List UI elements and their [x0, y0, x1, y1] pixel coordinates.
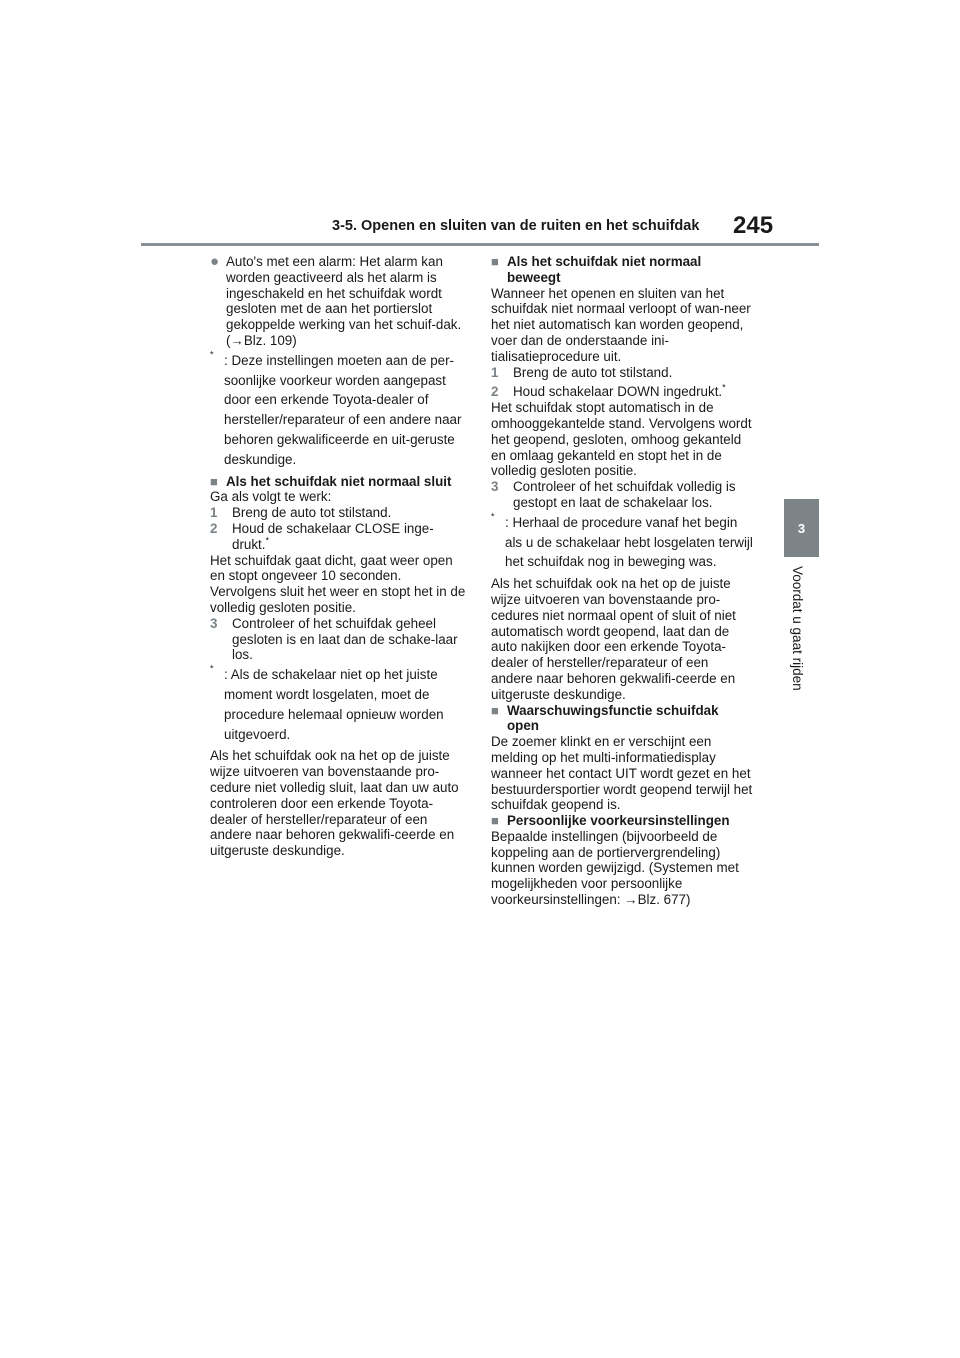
chapter-label: Voordat u gaat rijden [790, 566, 805, 691]
asterisk-icon: * [210, 663, 214, 674]
section-heading [491, 703, 753, 735]
footnote-text: : Deze instellingen moeten aan de per-soonlijke voorkeur worden aangepast door een erkende Toyota-dealer of hersteller/reparateur of een andere naar behoren gekwalificeerde en uit-geruste deskundige. [224, 352, 462, 467]
header-divider [141, 243, 819, 246]
step-2 [210, 521, 470, 553]
step-number: 1 [491, 364, 499, 380]
right-column [491, 254, 753, 908]
heading-text: Als het schuifdak niet normaal sluit [226, 473, 452, 489]
step-number: 1 [210, 505, 218, 521]
intro-text: Wanneer het openen en sluiten van het schuifdak niet normaal verloopt of wan-neer het niet automatisch kan worden geopend, voer dan de onderstaande ini-tialisatieprocedure uit. [491, 285, 751, 364]
footnote [210, 665, 470, 744]
step-number: 2 [210, 520, 218, 536]
asterisk-icon: * [265, 535, 270, 546]
step-text: Houd de schakelaar CLOSE inge-drukt. [232, 520, 434, 552]
heading-text: Waarschuwingsfunctie schuifdak open [507, 702, 719, 734]
bullet-icon: ● [210, 253, 220, 270]
square-icon: ■ [210, 473, 218, 489]
paragraph: Bepaalde instellingen (bijvoorbeeld de koppeling aan de portiervergrendeling) kunnen worden gewijzigd. (Systemen met mogelijkheden voor persoonlijke voorkeursinstellingen: →Blz. 677) [491, 828, 739, 908]
paragraph: De zoemer klinkt en er verschijnt een melding op het multi-informatiedisplay wanneer het contact UIT wordt gezet en het bestuurdersportier wordt geopend terwijl het schuifdak geopend is. [491, 734, 753, 813]
section-heading [210, 474, 470, 490]
step-number: 2 [491, 384, 499, 400]
square-icon: ■ [491, 702, 499, 718]
page-number: 245 [733, 212, 774, 239]
paragraph: Het schuifdak stopt automatisch in de omhooggekantelde stand. Vervolgens wordt het geopend, gesloten, omhoog gekanteld en omlaag gekanteld en stopt het in de volledig gesloten positie. [491, 400, 752, 479]
step-text: Breng de auto tot stilstand. [513, 364, 673, 380]
heading-text: Als het schuifdak niet normaal beweegt [507, 254, 702, 285]
asterisk-icon: * [210, 349, 214, 360]
bullet-text: Auto's met een alarm: Het alarm kan worden geactiveerd als het alarm is ingeschakeld en het schuifdak wordt gesloten met de aan het portierslot gekoppelde werking van het schuif-dak. (→Blz. 109) [226, 254, 462, 348]
footnote-text: : Herhaal de procedure vanaf het begin als u de schakelaar hebt losgelaten terwijl het schuifdak nog in beweging was. [505, 514, 753, 570]
step-number: 3 [491, 479, 499, 495]
step-text: Controleer of het schuifdak geheel gesloten is en laat dan de schake-laar los. [232, 615, 458, 663]
bullet-item [210, 254, 470, 349]
heading-text: Persoonlijke voorkeursinstellingen [507, 813, 730, 829]
footnote-text: : Als de schakelaar niet op het juiste moment wordt losgelaten, moet de procedure helemaal opnieuw worden uitgevoerd. [224, 667, 444, 742]
section-heading [491, 813, 753, 829]
footnote [210, 351, 470, 470]
paragraph: Het schuifdak gaat dicht, gaat weer open en stopt ongeveer 10 seconden. Vervolgens sluit het weer en stopt het in de volledig gesloten positie. [210, 552, 466, 615]
step-text: Houd schakelaar DOWN ingedrukt. [513, 384, 723, 400]
step-3 [491, 479, 753, 511]
step-number: 3 [210, 615, 218, 631]
step-text: Breng de auto tot stilstand. [232, 505, 392, 521]
paragraph: Als het schuifdak ook na het op de juiste wijze uitvoeren van bovenstaande pro-cedures niet normaal opent of sluit of niet automatisch wordt geopend, laat dan de auto nakijken door een erkende Toyota-dealer of hersteller/reparateur of een andere naar behoren gekwalifi-ceerde en uitgeruste deskundige. [491, 576, 736, 702]
step-text: Controleer of het schuifdak volledig is gestopt en laat de schakelaar los. [513, 479, 736, 510]
chapter-tab[interactable]: 3 [784, 499, 819, 557]
asterisk-icon: * [722, 382, 726, 393]
square-icon: ■ [491, 254, 499, 269]
step-1 [210, 505, 470, 521]
step-1 [491, 365, 753, 381]
footnote [491, 513, 753, 572]
section-heading [491, 254, 753, 286]
left-column [210, 254, 470, 859]
paragraph: Als het schuifdak ook na het op de juiste wijze uitvoeren van bovenstaande pro-cedure niet volledig sluit, laat dan uw auto controleren door een erkende Toyota-dealer of hersteller/reparateur of een andere naar behoren gekwalifi-ceerde en uitgeruste deskundige. [210, 748, 459, 859]
step-2 [491, 384, 753, 400]
asterisk-icon: * [491, 511, 495, 522]
intro-text: Ga als volgt te werk: [210, 489, 332, 505]
step-3 [210, 616, 470, 663]
section-title: 3-5. Openen en sluiten van de ruiten en het schuifdak [332, 218, 700, 234]
square-icon: ■ [491, 813, 499, 829]
